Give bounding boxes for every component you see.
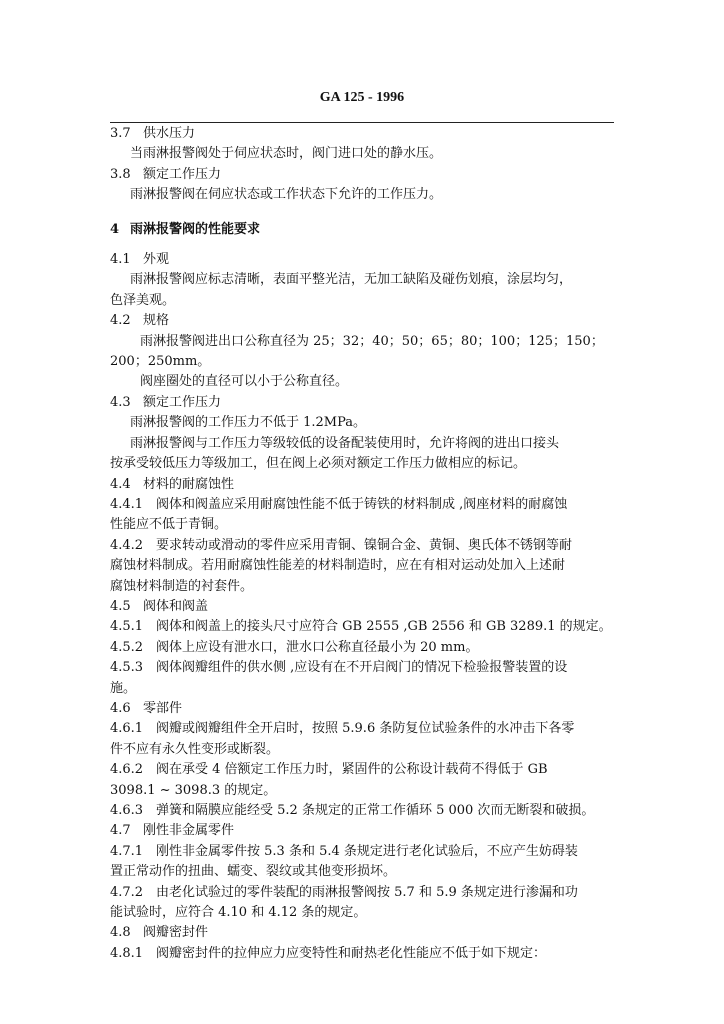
chapter-4-heading: 4 雨淋报警阀的性能要求 (110, 221, 261, 237)
section-4-5-1: 4.5.1 阀体和阀盖上的接头尺寸应符合 GB 2555 ,GB 2556 和 GB 3289.1 的规定。 (110, 619, 612, 635)
section-4-2-heading: 4.2 规格 (110, 313, 170, 329)
section-4-1-text: 雨淋报警阀应标志清晰，表面平整光洁，无加工缺陷及碰伤划痕，涂层均匀， (130, 272, 573, 288)
section-3-7-text: 当雨淋报警阀处于伺应状态时，阀门进口处的静水压。 (130, 146, 443, 162)
section-4-4-heading: 4.4 材料的耐腐蚀性 (110, 476, 235, 492)
section-4-6-2: 4.6.2 阀在承受 4 倍额定工作压力时，紧固件的公称设计载荷不得低于 GB (110, 762, 548, 778)
section-4-2-text: 雨淋报警阀进出口公称直径为 25；32；40；50；65；80；100；125；150； (140, 333, 604, 349)
section-4-4-1-cont: 性能应不低于青铜。 (110, 517, 228, 533)
section-4-8-1: 4.8.1 阀瓣密封件的拉伸应力应变特性和耐热老化性能应不低于如下规定： (110, 945, 547, 961)
section-4-5-heading: 4.5 阀体和阀盖 (110, 598, 209, 614)
section-3-7-heading: 3.7 供水压力 (110, 126, 196, 141)
section-4-4-2: 4.4.2 要求转动或滑动的零件应采用青铜、镍铜合金、黄铜、奥氏体不锈钢等耐 (110, 537, 573, 553)
section-4-4-1: 4.4.1 阀体和阀盖应采用耐腐蚀性能不低于铸铁的材料制成 ,阀座材料的耐腐蚀 (110, 496, 568, 512)
section-4-4-2-cont: 腐蚀材料制成。若用耐腐蚀性能差的材料制造时，应在有相对运动处加入上述耐 (110, 558, 566, 574)
section-4-6-1: 4.6.1 阀瓣或阀瓣组件全开启时，按照 5.9.6 条防复位试验条件的水冲击下各零 (110, 721, 575, 737)
section-3-8-text: 雨淋报警阀在伺应状态或工作状态下允许的工作压力。 (130, 187, 443, 203)
section-4-7-1-cont: 置正常动作的扭曲、蠕变、裂纹或其他变形损坏。 (110, 864, 397, 880)
section-4-2-note: 阀座圈处的直径可以小于公称直径。 (140, 374, 349, 390)
section-4-1-text-cont: 色泽美观。 (110, 292, 176, 308)
header-rule (110, 122, 614, 123)
section-4-3-heading: 4.3 额定工作压力 (110, 394, 222, 410)
section-4-3-text-2: 雨淋报警阀与工作压力等级较低的设备配装使用时，允许将阀的进出口接头 (130, 435, 560, 451)
section-4-2-text-cont: 200；250mm。 (110, 354, 211, 370)
section-4-3-text-2-cont: 按承受较低压力等级加工，但在阀上必须对额定工作压力做相应的标记。 (110, 456, 527, 472)
standard-header: GA 125 - 1996 (319, 90, 405, 105)
section-4-3-text: 雨淋报警阀的工作压力不低于 1.2MPa。 (130, 415, 367, 431)
section-4-6-1-cont: 件不应有永久性变形或断裂。 (110, 741, 280, 757)
section-4-7-2-cont: 能试验时，应符合 4.10 和 4.12 条的规定。 (110, 905, 367, 921)
section-4-6-heading: 4.6 零部件 (110, 700, 183, 716)
section-4-7-heading: 4.7 刚性非金属零件 (110, 823, 235, 839)
section-4-1-heading: 4.1 外观 (110, 252, 170, 268)
section-4-7-2: 4.7.2 由老化试验过的零件装配的雨淋报警阀按 5.7 和 5.9 条规定进行渗漏和功 (110, 884, 578, 900)
section-3-8-heading: 3.8 额定工作压力 (110, 166, 222, 182)
section-4-4-2-cont-2: 腐蚀材料制造的衬套件。 (110, 578, 254, 594)
section-4-6-3: 4.6.3 弹簧和隔膜应能经受 5.2 条规定的正常工作循环 5 000 次而无断裂和破损。 (110, 803, 595, 818)
document-body (110, 124, 614, 964)
section-4-6-2-cont: 3098.1 ~ 3098.3 的规定。 (110, 782, 277, 798)
section-4-5-2: 4.5.2 阀体上应设有泄水口，泄水口公称直径最小为 20 mm。 (110, 639, 479, 655)
section-4-5-3-cont: 施。 (110, 680, 137, 696)
section-4-5-3: 4.5.3 阀体阀瓣组件的供水侧 ,应设有在不开启阀门的情况下检验报警装置的设 (110, 660, 568, 676)
section-4-7-1: 4.7.1 刚性非金属零件按 5.3 条和 5.4 条规定进行老化试验后，不应产生妨碍装 (110, 843, 578, 859)
section-4-8-heading: 4.8 阀瓣密封件 (110, 925, 209, 941)
